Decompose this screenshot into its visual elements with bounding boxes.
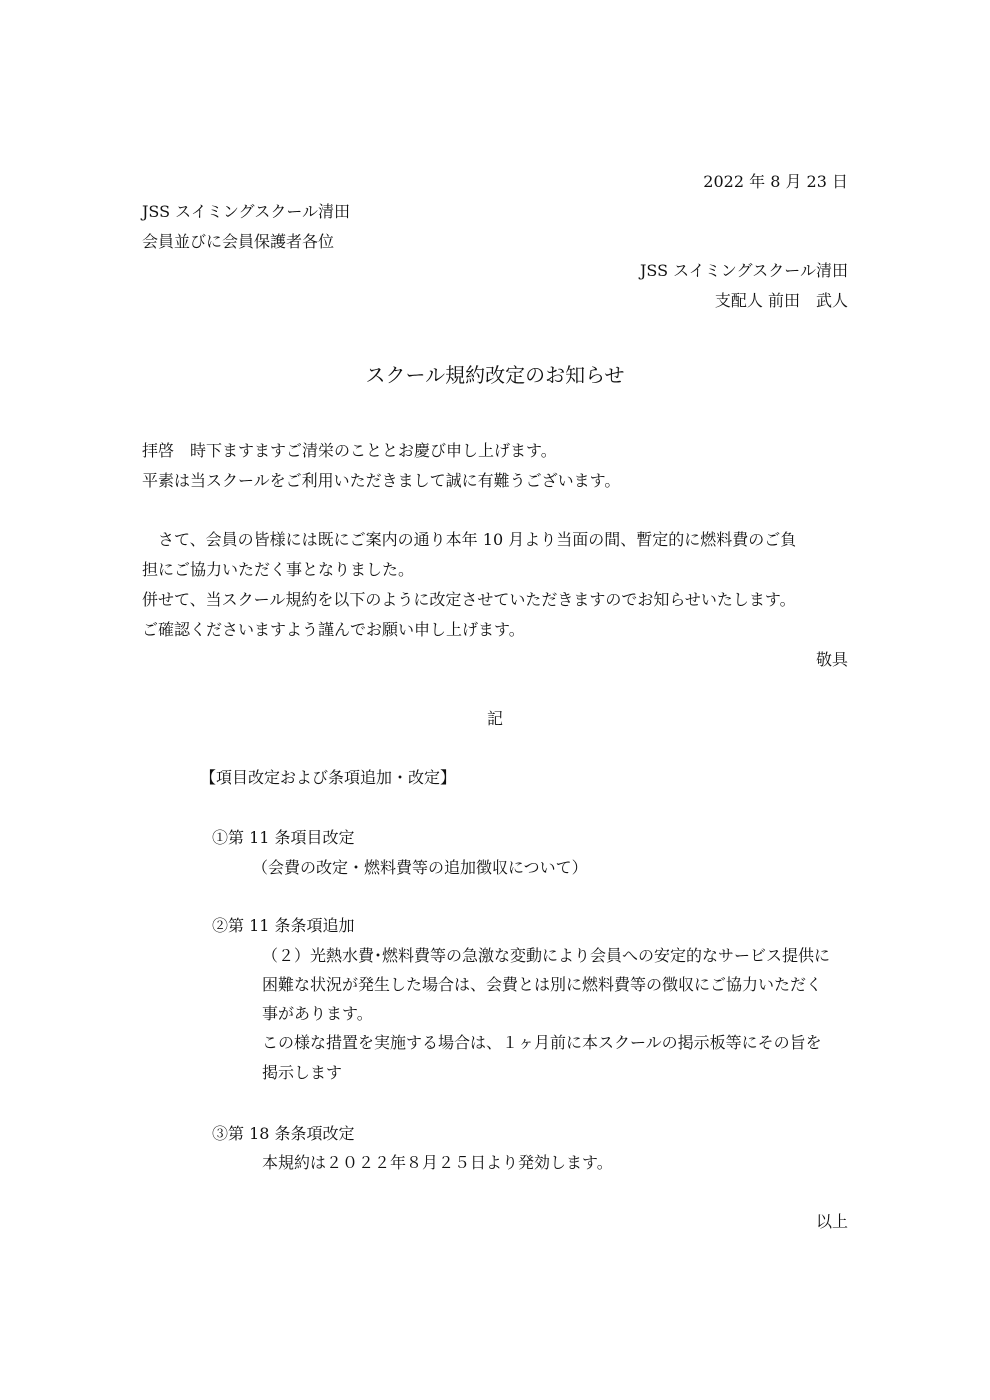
item-line: この様な措置を実施する場合は、１ヶ月前に本スクールの掲示板等にその旨を [262,1033,822,1052]
item-line: 本規約は２０２２年８月２５日より発効します。 [262,1153,613,1172]
item-line: 事があります。 [262,1004,373,1023]
body-line-2: 担にご協力いただく事となりました。 [142,560,415,579]
item-heading: ③第 18 条条項改定 [212,1124,355,1143]
item-line: 困難な状況が発生した場合は、会費とは別に燃料費等の徴収にご協力いただく [262,975,823,994]
closing-ijou: 以上 [815,1212,848,1231]
greeting-line-2: 平素は当スクールをご利用いただきまして誠に有難うございます。 [142,471,621,490]
body-line-4: ご確認くださいますよう謹んでお願い申し上げます。 [142,620,525,639]
document-date: 2022 年 8 月 23 日 [703,172,848,191]
sender-person: 支配人 前田 武人 [714,291,848,310]
item-line: （会費の改定・燃料費等の追加徴収について） [252,858,588,877]
item-line: 掲示します [262,1063,343,1082]
body-line-3: 併せて、当スクール規約を以下のように改定させていただきますのでお知らせいたします。 [142,590,796,609]
section-heading: 【項目改定および条項追加・改定】 [200,768,457,787]
item-heading: ②第 11 条条項追加 [212,916,355,935]
closing-keigu: 敬具 [815,650,848,669]
item-line: （２）光熱水費･燃料費等の急激な変動により会員への安定的なサービス提供に [262,946,831,965]
recipient-line-2: 会員並びに会員保護者各位 [142,232,335,251]
greeting-line-1: 拝啓 時下ますますご清栄のこととお慶び申し上げます。 [142,441,557,460]
ki-marker: 記 [486,709,503,728]
body-line-1: さて、会員の皆様には既にご案内の通り本年 10 月より当面の間、暫定的に燃料費のご負 [142,530,797,549]
recipient-line-1: JSS スイミングスクール清田 [142,202,351,221]
item-heading: ①第 11 条項目改定 [212,828,355,847]
document-title: スクール規約改定のお知らせ [365,363,625,387]
sender-organization: JSS スイミングスクール清田 [639,261,848,280]
